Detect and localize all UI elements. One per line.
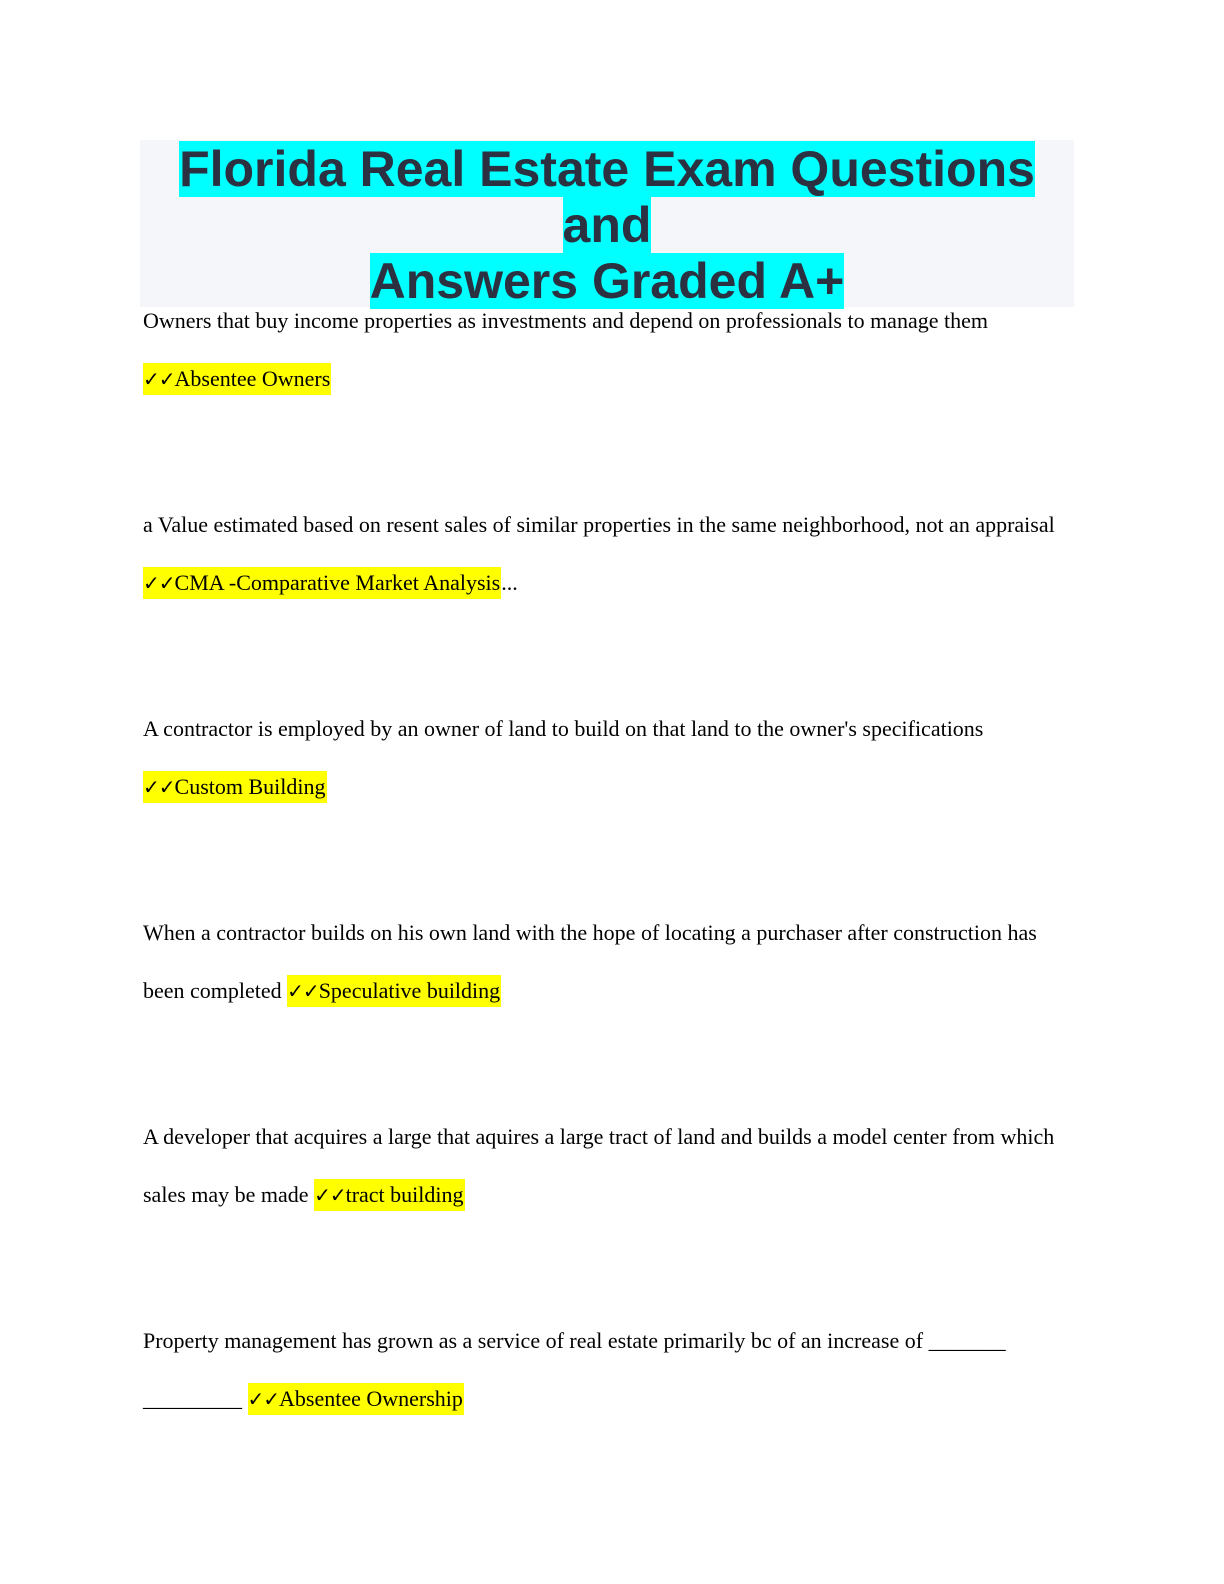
answer-text: Absentee Ownership xyxy=(279,1386,463,1411)
answer-text: Absentee Owners xyxy=(174,366,331,391)
question-text: a Value estimated based on resent sales of similar properties in the same neighborhood, not an appraisal xyxy=(143,512,1055,537)
answer-highlight xyxy=(314,1179,464,1211)
double-check-icon: ✓✓ xyxy=(143,571,175,595)
answer-highlight xyxy=(287,975,501,1007)
question-text: When a contractor builds on his own land with the hope of locating a purchaser after construction has been completed xyxy=(143,920,1037,1003)
double-check-icon: ✓✓ xyxy=(287,979,319,1003)
double-check-icon: ✓✓ xyxy=(143,367,175,391)
title-line-1: Florida Real Estate Exam Questions and xyxy=(179,141,1035,253)
answer-highlight xyxy=(143,363,331,395)
qa-item-6 xyxy=(143,1312,1083,1428)
title-line-2: Answers Graded A+ xyxy=(369,253,845,309)
double-check-icon: ✓✓ xyxy=(314,1183,346,1207)
question-text: Property management has grown as a service of real estate primarily bc of an increase of _______ _________ xyxy=(143,1328,1006,1411)
answer-text: Speculative building xyxy=(318,978,501,1003)
answer-text: tract building xyxy=(345,1182,464,1207)
qa-item-2 xyxy=(143,496,1083,612)
double-check-icon: ✓✓ xyxy=(143,775,175,799)
qa-item-5 xyxy=(143,1108,1083,1224)
qa-item-3 xyxy=(143,700,1083,816)
answer-highlight xyxy=(143,771,327,803)
answer-highlight xyxy=(143,567,501,599)
qa-item-4 xyxy=(143,904,1083,1020)
double-check-icon: ✓✓ xyxy=(247,1387,280,1411)
answer-trailing: ... xyxy=(501,570,518,595)
answer-text: CMA -Comparative Market Analysis xyxy=(174,570,501,595)
question-text: Owners that buy income properties as investments and depend on professionals to manage them xyxy=(143,308,988,333)
title-box xyxy=(140,140,1074,307)
qa-item-1 xyxy=(143,292,1083,408)
question-text: A contractor is employed by an owner of land to build on that land to the owner's specifications xyxy=(143,716,984,741)
document-title xyxy=(140,140,1074,309)
answer-text: Custom Building xyxy=(174,774,326,799)
answer-highlight xyxy=(248,1383,464,1415)
question-text: A developer that acquires a large that aquires a large tract of land and builds a model center from which sales may be made xyxy=(143,1124,1055,1207)
